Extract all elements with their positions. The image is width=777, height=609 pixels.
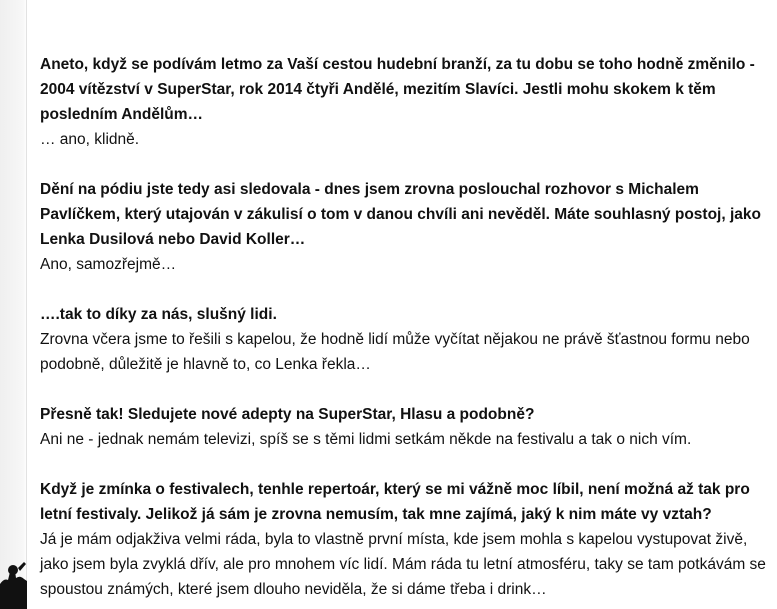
- crowd-silhouette-image: [0, 562, 27, 609]
- interview-question: Dění na pódiu jste tedy asi sledovala - dnes jsem zrovna poslouchal rozhovor s Michalem Pavlíčkem, který utajován v zákulisí o tom v danou chvíli ani nevěděl. Máte souhlasný postoj, jako Lenka Dusilová nebo David Koller…: [40, 181, 761, 248]
- interview-question: ….tak to díky za nás, slušný lidi.: [40, 306, 277, 323]
- interview-answer: Ano, samozřejmě…: [40, 256, 177, 273]
- interview-question: Přesně tak! Sledujete nové adepty na SuperStar, Hlasu a podobně?: [40, 406, 535, 423]
- interview-answer: Já je mám odjakživa velmi ráda, byla to vlastně první místa, kde jsem mohla s kapelou vystupovat živě, jako jsem byla zvyklá dřív, ale pro mnohem víc lidí. Mám ráda tu letní atmosféru, taky se tam potkávám se spoustou známých, které jsem dlouho neviděla, že si dáme třeba i drink…: [40, 531, 766, 598]
- interview-article: [40, 52, 775, 602]
- interview-question: Když je zmínka o festivalech, tenhle repertoár, který se mi vážně moc líbil, není možná až tak pro letní festivaly. Jelikož já sám je zrovna nemusím, tak mne zajímá, jaký k nim máte vy vztah?: [40, 481, 750, 523]
- side-divider: [26, 0, 27, 609]
- interview-question: Aneto, když se podívám letmo za Vaší cestou hudební branží, za tu dobu se toho hodně změnilo - 2004 vítězství v SuperStar, rok 2014 čtyři Andělé, mezitím Slavíci. Jestli mohu skokem k těm posledním Andělům…: [40, 56, 755, 123]
- interview-answer: Zrovna včera jsme to řešili s kapelou, že hodně lidí může vyčítat nějakou ne právě šťastnou formu nebo podobně, důležitě je hlavně to, co Lenka řekla…: [40, 331, 750, 373]
- interview-answer: Ani ne - jednak nemám televizi, spíš se s těmi lidmi setkám někde na festivalu a tak o nich vím.: [40, 431, 692, 448]
- interview-answer: … ano, klidně.: [40, 131, 140, 148]
- page-side-strip: [0, 0, 27, 609]
